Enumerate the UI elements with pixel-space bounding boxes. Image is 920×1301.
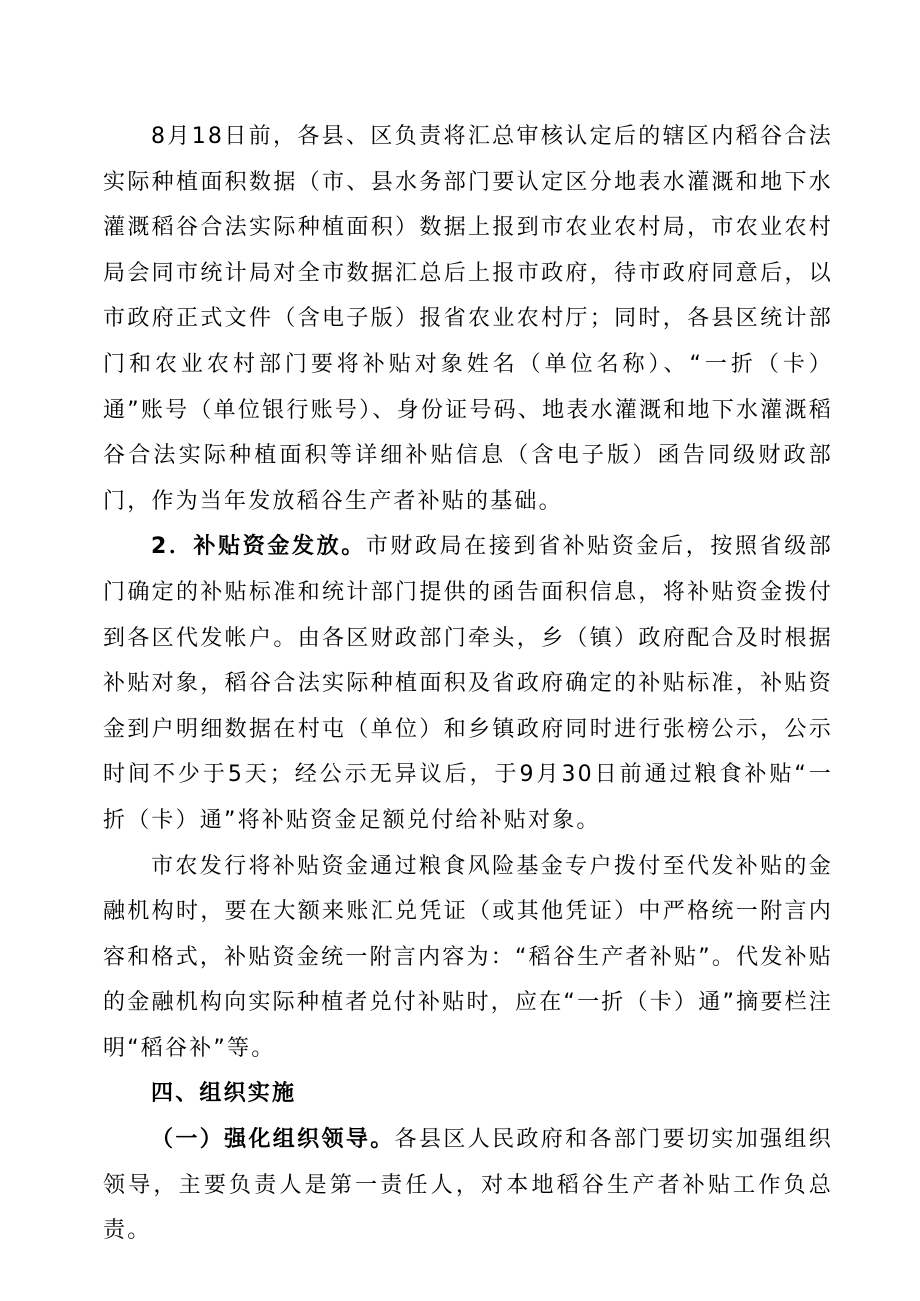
paragraph-text: 各县区人民政府和各部门要切实加强组织领导，主要负责人是第一责任人，对本地稻谷生产者补贴工作负总责。 — [103, 1127, 833, 1244]
paragraph-subsidy-payment — [103, 524, 833, 843]
paragraph-data-reporting — [103, 114, 833, 524]
paragraph-text: 市财政局在接到省补贴资金后，按照省级部门确定的补贴标准和统计部门提供的函告面积信息，将补贴资金拨付到各区代发帐户。由各区财政部门牵头，乡（镇）政府配合及时根据补贴对象，稻谷合法实际种植面积及省政府确定的补贴标准，补贴资金到户明细数据在村屯（单位）和乡镇政府同时进行张榜公示，公示时间不少于5天；经公示无异议后，于9月30日前通过粮食补贴“一折（卡）通”将补贴资金足额兑付给补贴对象。 — [103, 534, 833, 833]
paragraph-lead-title: （一）强化组织领导。 — [151, 1127, 395, 1153]
paragraph-bank-remittance — [103, 844, 833, 1072]
document-body — [103, 114, 833, 1254]
paragraph-text: 市农发行将补贴资金通过粮食风险基金专户拨付至代发补贴的金融机构时，要在大额来账汇兑凭证（或其他凭证）中严格统一附言内容和格式，补贴资金统一附言内容为：“稻谷生产者补贴”。代发补贴的金融机构向实际种植者兑付补贴时，应在“一折（卡）通”摘要栏注明“稻谷补”等。 — [103, 853, 833, 1061]
section-heading: 四、组织实施 — [151, 1081, 297, 1107]
paragraph-organization-leadership — [103, 1117, 833, 1254]
paragraph-text: 8月18日前，各县、区负责将汇总审核认定后的辖区内稻谷合法实际种植面积数据（市、县水务部门要认定区分地表水灌溉和地下水灌溉稻谷合法实际种植面积）数据上报到市农业农村局，市农业农村局会同市统计局对全市数据汇总后上报市政府，待市政府同意后，以市政府正式文件（含电子版）报省农业农村厅；同时，各县区统计部门和农业农村部门要将补贴对象姓名（单位名称）、“一折（卡）通”账号（单位银行账号）、身份证号码、地表水灌溉和地下水灌溉稻谷合法实际种植面积等详细补贴信息（含电子版）函告同级财政部门，作为当年发放稻谷生产者补贴的基础。 — [103, 124, 833, 514]
paragraph-lead-title: 2．补贴资金发放。 — [151, 534, 366, 560]
